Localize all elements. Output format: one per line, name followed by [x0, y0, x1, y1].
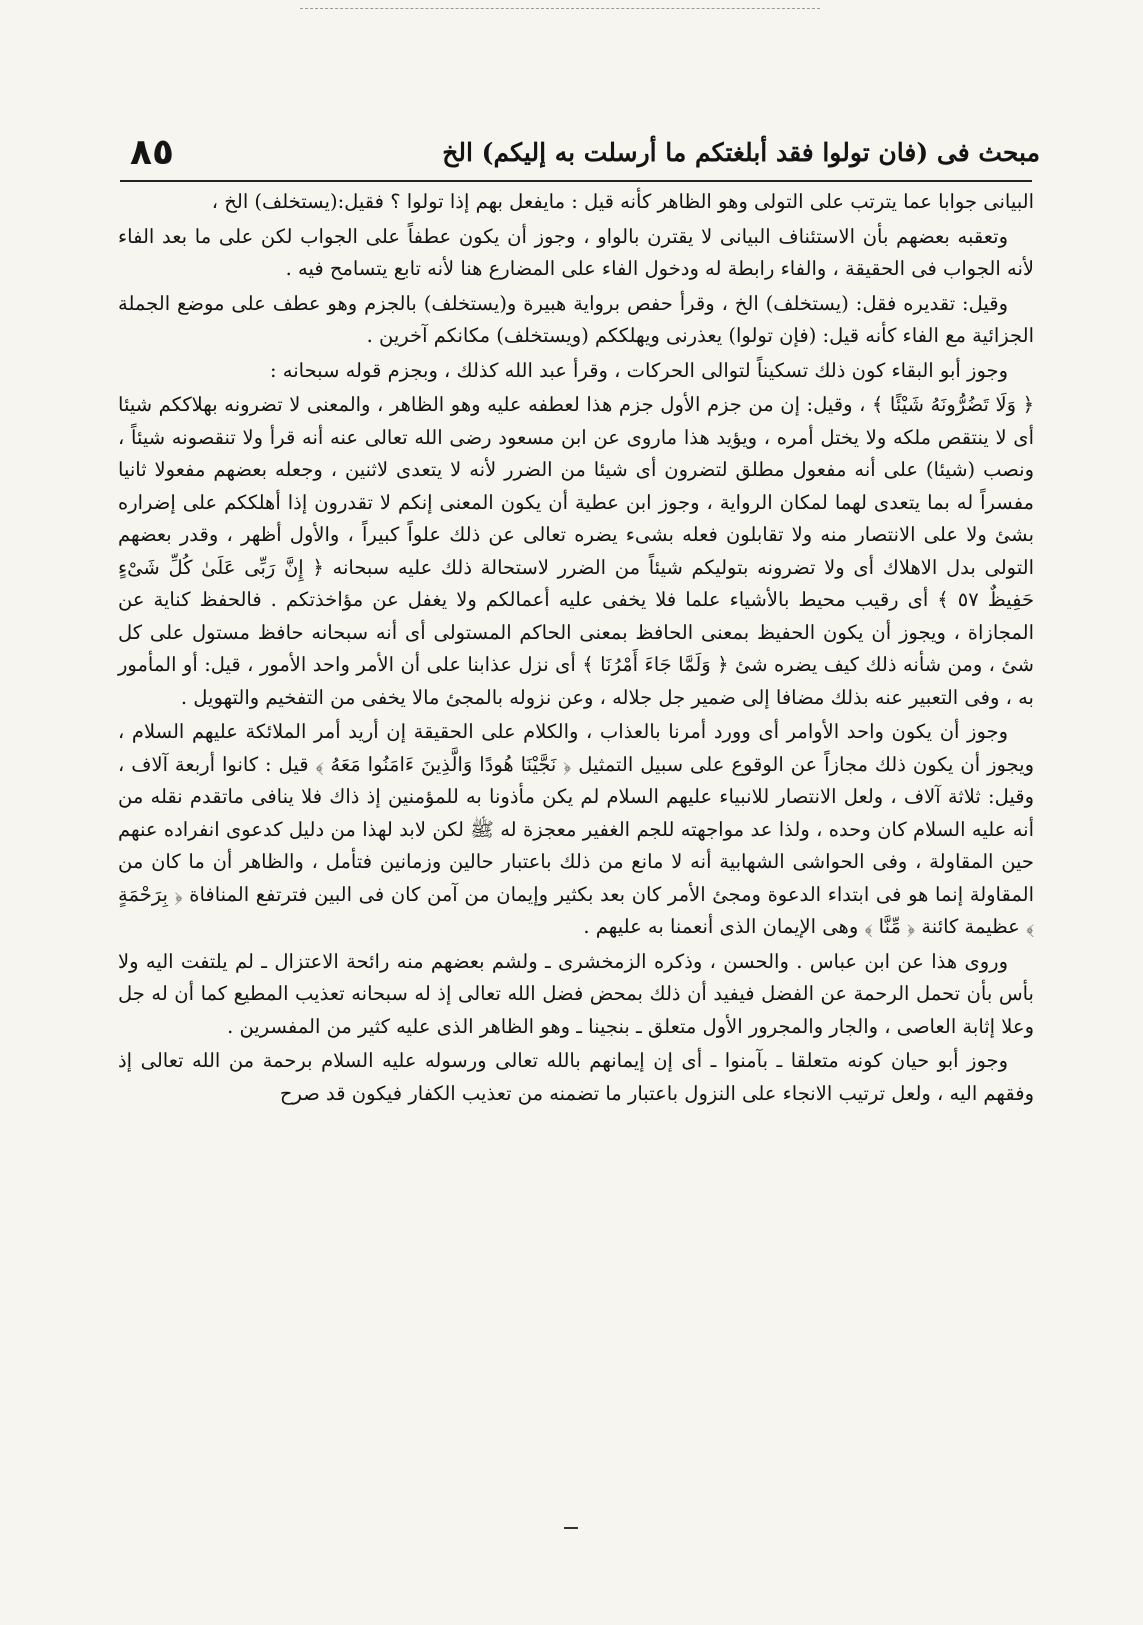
paragraph: وتعقبه بعضهم بأن الاستئناف البيانى لا يقترن بالواو ، وجوز أن يكون عطفاً على الجواب لكن على ما بعد الفاء لأنه الجواب فى الحقيقة ، والفاء رابطة له ودخول الفاء على المضارع هنا لأنه تابع يتسامح فيه . — [118, 224, 1034, 280]
page-header — [100, 132, 1055, 182]
page-number: ٨٥ — [130, 132, 174, 173]
paragraph: ﴿ وَلَا تَضُرُّونَهُ شَيْئًا ﴾ ، وقيل: إن من جزم الأول جزم هذا لعطفه عليه وهو الظاهر ، والمعنى لا تضرونه بهلاككم شيئا أى لا ينتقص ملكه ولا يختل أمره ، ويؤيد هذا ماروى عن ابن مسعود رضى الله تعالى عنه أنه قرأ ولا تنقصونه شيئاً ، ونصب (شيئا) على أنه مفعول مطلق لتضرون أى شيئا من الضرر لأنه لا يتعدى لاثنين ، وجعله بعضهم مفعولا ثانيا مفسراً له بما يتعدى لهما لمكان الرواية ، وجوز ابن عطية أن يكون المعنى إنكم لا تقدرون إذا أهلككم على إضراره بشئ ولا على الانتصار منه ولا تقابلون فعله بشىء يضره تعالى عن ذلك علواً كبيراً ، والأول أظهر ، وقدر بعضهم التولى بدل الاهلاك أى ولا تضرونه بتوليكم شيئاً من الضرر لاستحالة ذلك عليه سبحانه ﴿ إِنَّ رَبِّى عَلَىٰ كُلِّ شَىْءٍ حَفِيظٌ ٥٧ ﴾ أى رقيب محيط بالأشياء علما فلا يخفى عليه أعمالكم ولا يغفل عن مؤاخذتكم . فالحفظ كناية عن المجازاة ، ويجوز أن يكون الحفيظ بمعنى الحافظ بمعنى الحاكم المستولى أى أنه سبحانه حافظ مستول على كل شئ ، ومن شأنه ذلك كيف يضره شئ ﴿ وَلَمَّا جَاءَ أَمْرُنَا ﴾ أى نزل عذابنا على أن الأمر واحد الأمور ، قيل: أو المأمور به ، وفى التعبير عنه بذلك مضافا إلى ضمير جل جلاله ، وعن نزوله بالمجئ مالا يخفى من التفخيم والتهويل . — [118, 393, 1035, 709]
paragraph: وروى هذا عن ابن عباس . والحسن ، وذكره الزمخشرى ـ ولشم بعضهم منه رائحة الاعتزال ـ لم يلتفت اليه ولا بأس بأن تحمل الرحمة عن الفضل فيفيد أن ذلك بمحض فضل الله تعالى إذ له سبحانه تعذيب المطيع كما أن له جل وعلا إثابة العاصى ، والجار والمجرور الأول متعلق ـ بنجينا ـ وهو الظاهر الذى عليه كثير من المفسرين . — [118, 949, 1034, 1038]
paragraph: وجوز أبو حيان كونه متعلقا ـ بآمنوا ـ أى إن إيمانهم بالله تعالى ورسوله عليه السلام برحمة من الله تعالى إذ وفقهم اليه ، ولعل ترتيب الانجاء على النزول باعتبار ما تضمنه من تعذيب الكفار فيكون قد صرح — [118, 1049, 1034, 1105]
top-divider — [300, 8, 820, 9]
paragraph: البيانى جوابا عما يترتب على التولى وهو الظاهر كأنه قيل : مايفعل بهم إذا تولوا ؟ فقيل:(يستخلف) الخ ، — [211, 190, 1034, 213]
paragraph: وقيل: تقديره فقل: (يستخلف) الخ ، وقرأ حفص برواية هبيرة و(يستخلف) بالجزم وهو عطف على موضع الجملة الجزائية مع الفاء كأنه قيل: (فإن تولوا) يعذرنى ويهلككم (ويستخلف) مكانكم آخرين . — [118, 291, 1034, 347]
paragraph: وجوز أن يكون واحد الأوامر أى وورد أمرنا بالعذاب ، والكلام على الحقيقة إن أريد أمر الملائكة عليهم السلام ، ويجوز أن يكون ذلك مجازاً عن الوقوع على سبيل التمثيل ﴿ نَجَّيْنَا هُودًا وَالَّذِينَ ءَامَنُوا مَعَهُ ﴾ قيل : كانوا أربعة آلاف ، وقيل: ثلاثة آلاف ، ولعل الانتصار للانبياء عليهم السلام لم يكن مأذونا به للمؤمنين إذ ذاك فلا ينافى ماتقدم نقله من أنه عليه السلام كان وحده ، ولذا عد مواجهته للجم الغفير معجزة له ﷺ لكن لابد لهذا من دليل كدعوى انفراده عنهم حين المقاولة ، وفى الحواشى الشهابية أنه لا مانع من ذلك باعتبار حالين وزمانين فتأمل ، والظاهر أن ما كان من المقاولة إنما هو فى ابتداء الدعوة ومجئ الأمر كان بعد بكثير وإيمان من آمن كان فى البين فترتفع المنافاة ﴿ بِرَحْمَةٍ ﴾ عظيمة كائنة ﴿ مِّنَّا ﴾ وهى الإيمان الذى أنعمنا به عليهم . — [118, 720, 1034, 938]
header-divider — [120, 180, 1032, 182]
page-body — [118, 186, 1034, 1112]
paragraph: وجوز أبو البقاء كون ذلك تسكيناً لتوالى الحركات ، وقرأ عبد الله كذلك ، وبجزم قوله سبحانه : — [270, 358, 1008, 382]
running-title: مبحث فى (فان تولوا فقد أبلغتكم ما أرسلت به إليكم) الخ — [442, 138, 1040, 167]
footer-mark — [564, 1527, 578, 1529]
